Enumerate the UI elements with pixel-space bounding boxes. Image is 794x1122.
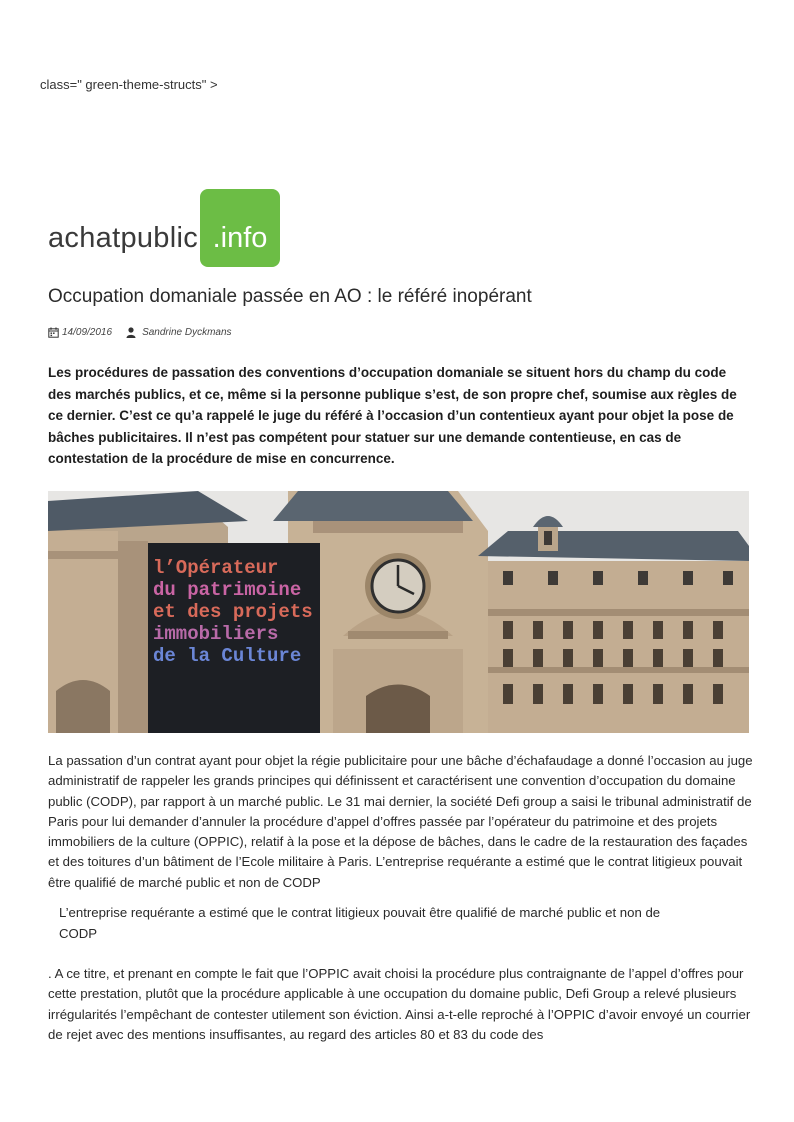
pullquote-line-2: CODP xyxy=(59,925,98,941)
user-icon xyxy=(126,327,136,338)
article-title: Occupation domaniale passée en AO : le référé inopérant xyxy=(48,286,532,307)
banner-line-5: de la Culture xyxy=(153,645,302,667)
article-pullquote xyxy=(59,903,729,944)
article-meta xyxy=(48,327,232,338)
article-date: 14/09/2016 xyxy=(62,327,113,338)
article-author[interactable]: Sandrine Dyckmans xyxy=(142,327,232,338)
site-logo[interactable] xyxy=(48,189,280,267)
pullquote-line-1: L’entreprise requérante a estimé que le contrat litigieux pouvait être qualifié de marché public et non de xyxy=(59,905,661,920)
article-photo xyxy=(48,491,749,733)
code-artifact-text: class=" green-theme-structs" > xyxy=(40,77,218,92)
article-lead: Les procédures de passation des conventions d’occupation domaniale se situent hors du champ du code des marchés publics, et ce, même si la personne publique s’est, de son propre chef, soumise aux règles de ce dernier. C’est ce qu’a rappelé le juge du référé à l’occasion d’un contentieux ayant pour objet la pose de bâches publicitaires. Il n’est pas compétent pour statuer sur une demande contentieuse, en cas de contestation de la procédure de mise en concurrence. xyxy=(48,365,737,466)
banner-line-2: du patrimoine xyxy=(153,579,302,601)
banner-line-4: immobiliers xyxy=(153,623,279,645)
article-paragraph-1: La passation d’un contrat ayant pour objet la régie publicitaire pour une bâche d’échafaudage a donné l’occasion au juge administratif de rappeler les grands principes qui définissent et caractérisent une convention d’occupation du domaine public (CODP), par rapport à un marché public. Le 31 mai dernier, la société Defi group a saisi le tribunal administratif de Paris pour lui demander d’annuler la procédure d’appel d’offres passée par l’opérateur du patrimoine et des projets immobiliers de la culture (OPPIC), relatif à la pose et la dépose de bâches, dans le cadre de la restauration des façades et des toitures d’un bâtiment de l’Ecole militaire à Paris. L’entreprise requérante a estimé que le contrat litigieux pouvait être qualifié de marché public et non de CODP xyxy=(48,753,753,890)
logo-suffix-badge: .info xyxy=(200,189,280,267)
banner-line-3: et des projets xyxy=(153,601,313,623)
calendar-icon xyxy=(48,327,59,338)
article-paragraph-2: . A ce titre, et prenant en compte le fait que l’OPPIC avait choisi la procédure plus contraignante de l’appel d’offres pour cette prestation, plutôt que la procédure applicable à une occupation du domaine public, Defi Group a relevé plusieurs irrégularités l’empêchant de contester utilement son éviction. Ainsi a-t-elle reproché à l’OPPIC d’avoir envoyé un courrier de rejet avec des mentions insuffisantes, au regard des articles 80 et 83 du code des xyxy=(48,966,751,1042)
logo-wordmark: achatpublic xyxy=(48,222,199,254)
banner-line-1: l’Opérateur xyxy=(153,557,279,579)
